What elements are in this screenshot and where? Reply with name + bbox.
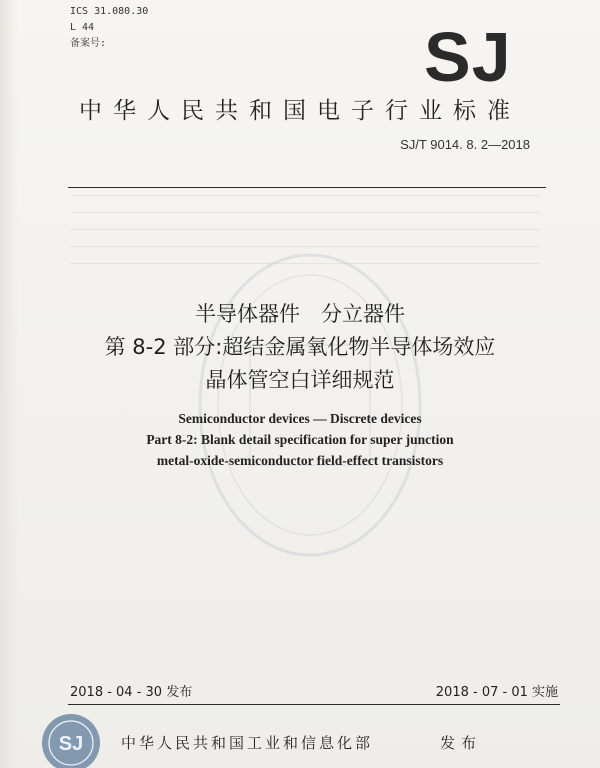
scan-shadow — [0, 0, 18, 768]
standard-type-heading: 中华人民共和国电子行业标准 — [79, 98, 521, 124]
ccs-code: L 44 — [70, 22, 95, 33]
title-cn-line2: 第 8-2 部分:超结金属氧化物半导体场效应 — [104, 335, 496, 359]
implementation-date: 2018 - 07 - 01 实施 — [435, 685, 558, 700]
sj-logo: SJ — [424, 18, 512, 96]
classification-block — [70, 4, 148, 52]
ics-code: ICS 31.080.30 — [70, 6, 149, 17]
watermark-stamp — [190, 235, 430, 575]
publisher-name: 中华人民共和国工业和信息化部 — [121, 734, 374, 752]
issue-label: 发布 — [440, 734, 483, 752]
standard-code: SJ/T 9014. 8. 2—2018 — [400, 137, 530, 152]
ministry-seal-icon — [40, 712, 102, 768]
title-en-line3: metal-oxide-semiconductor field-effect transistors — [156, 453, 444, 468]
issue-date: 2018 - 04 - 30 发布 — [70, 685, 193, 700]
title-en-line2: Part 8-2: Blank detail specification for super junction — [146, 432, 454, 447]
bottom-rule — [68, 704, 560, 705]
title-en-line1: Semiconductor devices — Discrete devices — [178, 411, 422, 426]
top-rule — [68, 187, 546, 188]
title-cn-line1: 半导体器件 分立器件 — [195, 302, 405, 326]
record-number: 备案号: — [70, 38, 107, 49]
seal-text: SJ — [58, 733, 84, 755]
title-cn-line3: 晶体管空白详细规范 — [205, 368, 395, 392]
